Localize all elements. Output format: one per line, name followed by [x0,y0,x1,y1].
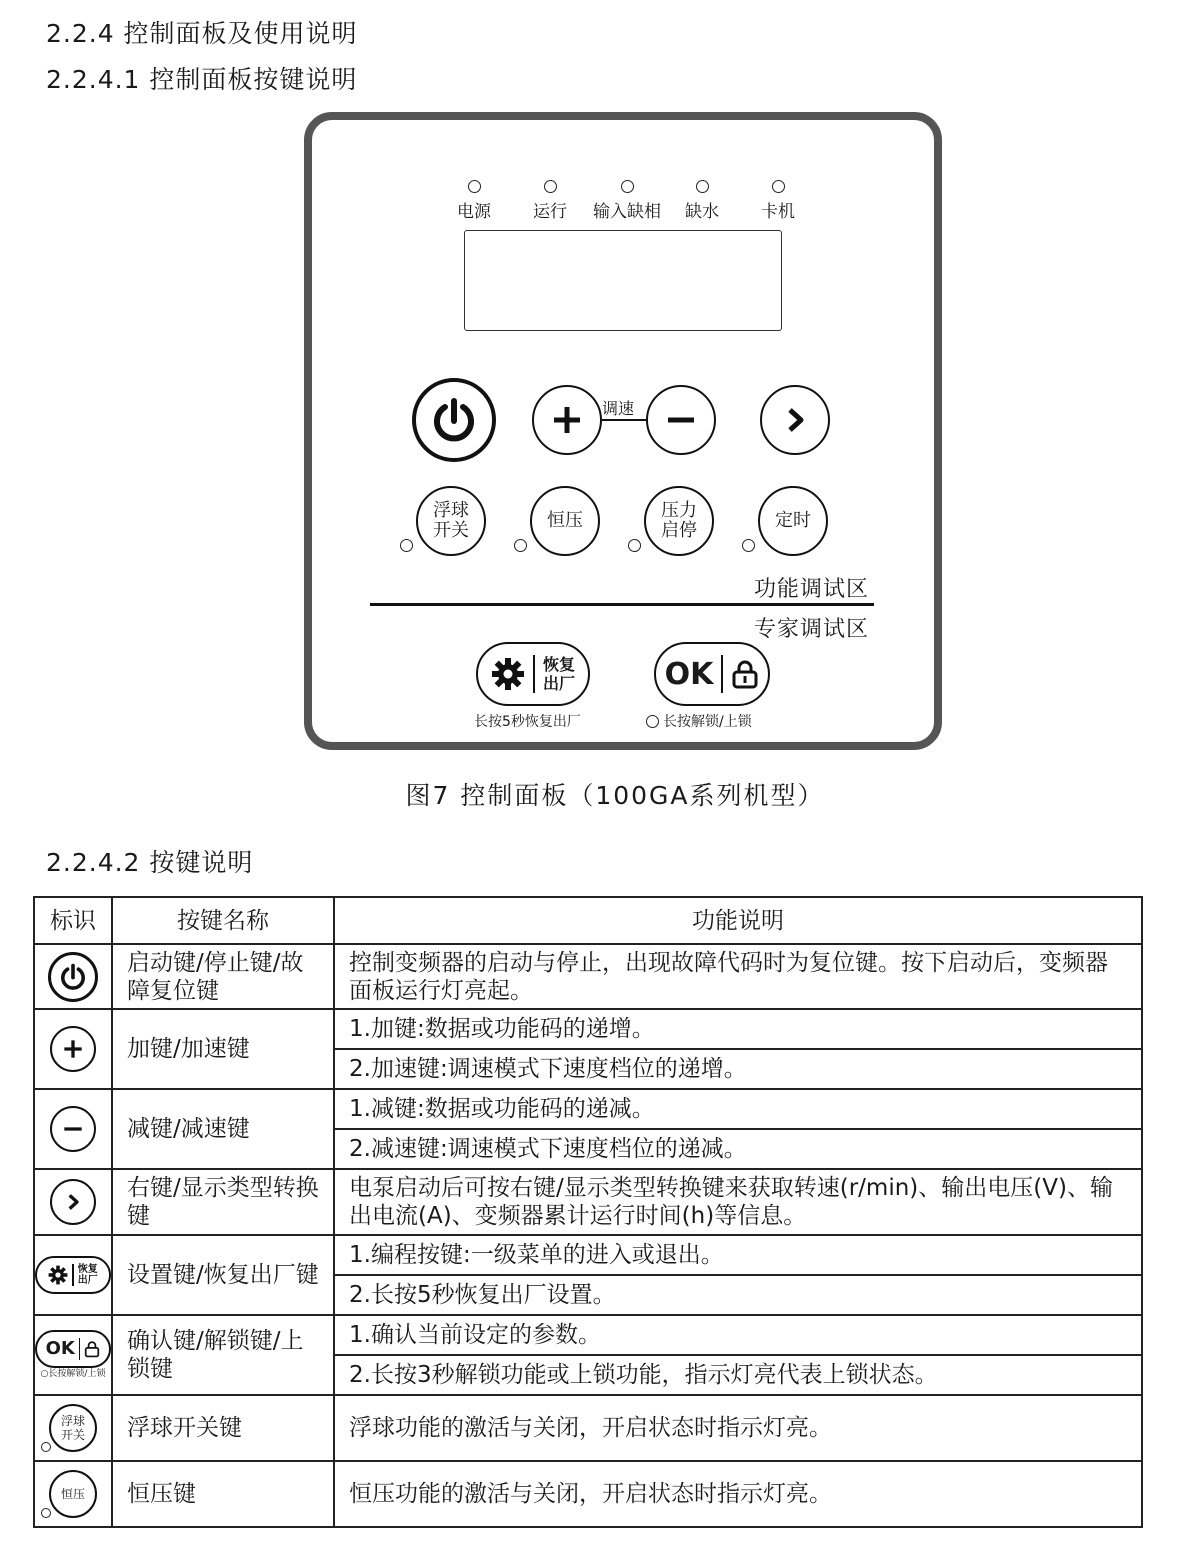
table-header-row [34,897,1142,944]
pressure-led-icon [628,539,641,552]
timer-led-icon [742,539,755,552]
minus-icon [50,1106,96,1152]
const-led-icon [514,539,527,552]
lock-led-icon [646,715,659,728]
subsection-heading-keys: 2.2.4.2 按键说明 [46,848,254,877]
gear-icon [491,657,525,691]
table-cell-desc: 1.编程按键:一级菜单的进入或退出。 [334,1235,1142,1275]
indicator-water-shortage: 缺水 [678,180,726,222]
table-cell-name: 减键/减速键 [112,1089,334,1169]
table-cell-name: 浮球开关键 [112,1395,334,1461]
pill-divider [533,655,535,693]
settings-icon: 恢复 出厂 [35,1256,111,1294]
float-switch-button[interactable]: 浮球 开关 [416,486,486,556]
speed-label: 调速 [602,399,635,418]
chevron-right-icon [780,405,810,435]
table-row [34,1089,1142,1129]
table-icon-cell [34,1235,112,1315]
table-cell-desc: 恒压功能的激活与关闭，开启状态时指示灯亮。 [334,1461,1142,1527]
table-cell-desc: 1.加键:数据或功能码的递增。 [334,1009,1142,1049]
led-icon [544,180,557,193]
float-switch-icon: 浮球 开关 [49,1404,97,1452]
table-row [34,1235,1142,1275]
table-row [34,1395,1142,1461]
table-row [34,1461,1142,1527]
power-button[interactable] [412,378,496,462]
speed-line [602,419,646,421]
table-cell-name: 确认键/解锁键/上锁键 [112,1315,334,1395]
indicator-run: 运行 [526,180,574,222]
lock-icon [84,1340,100,1358]
key-table [33,896,1143,1528]
minus-icon [663,402,699,438]
plus-icon [549,402,585,438]
table-cell-desc: 浮球功能的激活与关闭，开启状态时指示灯亮。 [334,1395,1142,1461]
table-cell-desc: 电泵启动后可按右键/显示类型转换键来获取转速(r/min)、输出电压(V)、输出电流(A)、变频器累计运行时间(h)等信息。 [334,1169,1142,1235]
timer-button[interactable]: 定时 [758,486,828,556]
constant-pressure-icon: 恒压 [49,1470,97,1518]
led-icon [41,1508,51,1518]
float-led-icon [400,539,413,552]
table-cell-name: 加键/加速键 [112,1009,334,1089]
table-icon-cell [34,1089,112,1169]
zone-divider [370,603,874,606]
led-icon [41,1442,51,1452]
table-icon-cell [34,1169,112,1235]
constant-pressure-button[interactable]: 恒压 [530,486,600,556]
led-icon [468,180,481,193]
lock-icon [731,659,759,689]
zone-func-label: 功能调试区 [754,577,870,602]
col-header-icon: 标识 [34,897,112,944]
table-cell-name: 启动键/停止键/故障复位键 [112,944,334,1009]
control-panel [304,112,942,750]
table-icon-cell [34,944,112,1009]
pressure-start-stop-button[interactable]: 压力 启停 [644,486,714,556]
led-icon [621,180,634,193]
col-header-name: 按键名称 [112,897,334,944]
indicator-jam: 卡机 [754,180,802,222]
led-icon [696,180,709,193]
table-cell-name: 恒压键 [112,1461,334,1527]
table-cell-desc: 控制变频器的启动与停止，出现故障代码时为复位键。按下启动后，变频器面板运行灯亮起。 [334,944,1142,1009]
table-icon-cell [34,1315,112,1395]
table-cell-name: 右键/显示类型转换键 [112,1169,334,1235]
table-cell-desc: 2.长按5秒恢复出厂设置。 [334,1275,1142,1315]
table-cell-desc: 1.确认当前设定的参数。 [334,1315,1142,1355]
chevron-right-icon [50,1179,96,1225]
table-row [34,1009,1142,1049]
plus-icon [50,1026,96,1072]
table-cell-desc: 2.长按3秒解锁功能或上锁功能，指示灯亮代表上锁状态。 [334,1355,1142,1395]
ok-lock-button[interactable]: OK [654,642,770,706]
col-header-desc: 功能说明 [334,897,1142,944]
section-heading: 2.2.4 控制面板及使用说明 [46,19,358,48]
table-row [34,1315,1142,1355]
subsection-heading: 2.2.4.1 控制面板按键说明 [46,65,358,94]
table-cell-name: 设置键/恢复出厂键 [112,1235,334,1315]
pill-divider [721,655,723,693]
power-icon [429,395,479,445]
figure-caption: 图7 控制面板（100GA系列机型） [405,781,825,810]
table-icon-cell [34,1461,112,1527]
lcd-display [464,230,782,331]
settings-note: 长按5秒恢复出厂 [474,714,581,730]
zone-expert-label: 专家调试区 [754,617,870,642]
table-icon-cell [34,1395,112,1461]
plus-button[interactable] [532,385,602,455]
minus-button[interactable] [646,385,716,455]
ok-lock-icon: OK [35,1330,111,1368]
ok-note-mini: ○长按解锁/上锁 [40,1369,106,1379]
power-icon [48,952,98,1002]
table-icon-cell [34,1009,112,1089]
table-cell-desc: 1.减键:数据或功能码的递减。 [334,1089,1142,1129]
table-row [34,944,1142,1009]
settings-button[interactable]: 恢复 出厂 [476,642,590,706]
table-cell-desc: 2.加速键:调速模式下速度档位的递增。 [334,1049,1142,1089]
indicator-phase-loss: 输入缺相 [582,180,672,222]
table-cell-desc: 2.减速键:调速模式下速度档位的递减。 [334,1129,1142,1169]
led-icon [772,180,785,193]
indicator-power: 电源 [450,180,498,222]
right-button[interactable] [760,385,830,455]
ok-note: 长按解锁/上锁 [646,711,752,731]
gear-icon [48,1265,68,1285]
table-row [34,1169,1142,1235]
